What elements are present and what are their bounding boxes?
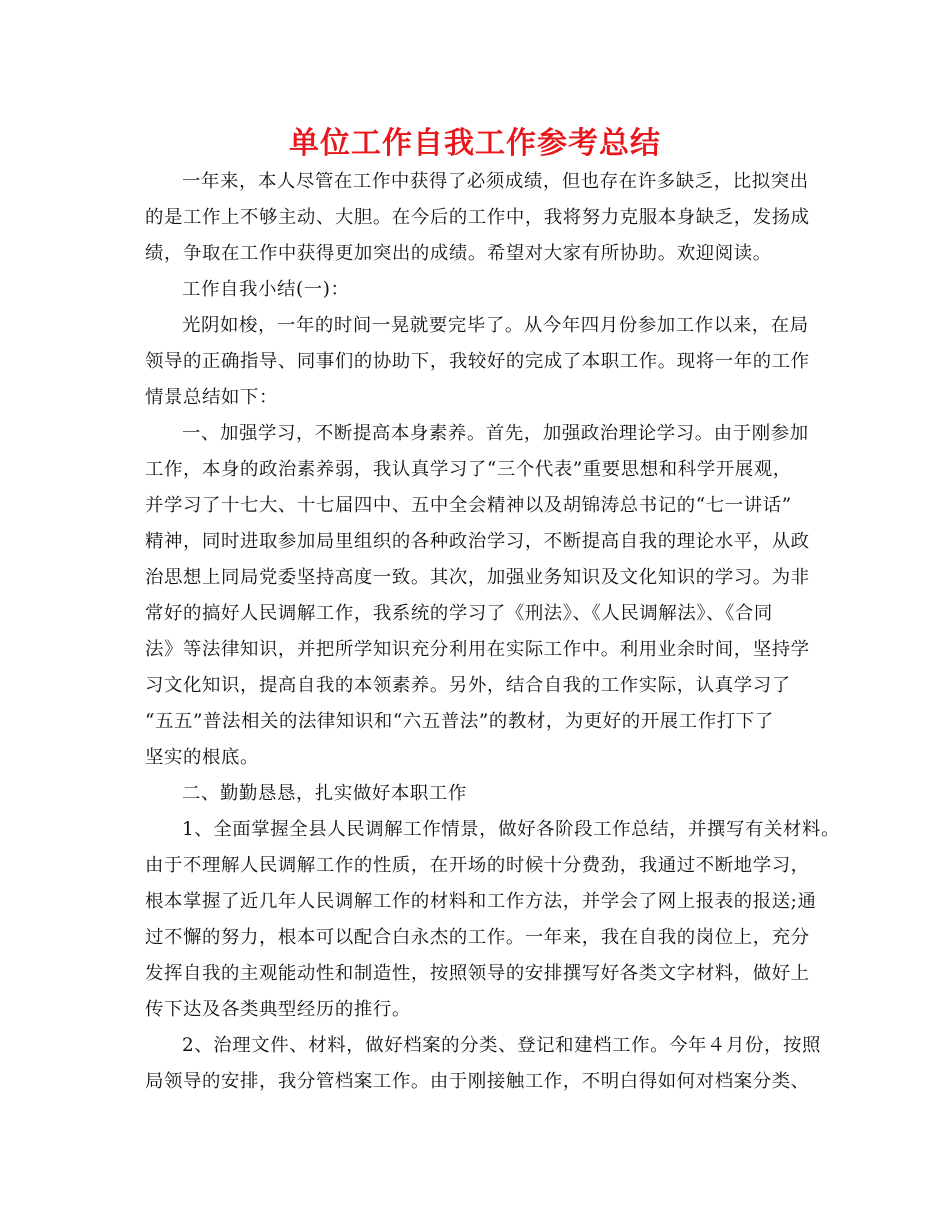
paragraph-line: 精神，同时进取参加局里组织的各种政治学习，不断提高自我的理论水平，从政: [145, 531, 810, 552]
paragraph-line: 根本掌握了近几年人民调解工作的材料和工作方法，并学会了网上报表的报送;通: [145, 891, 817, 912]
section-heading: 二、勤勤恳恳，扎实做好本职工作: [182, 783, 467, 804]
paragraph-line: 情景总结如下：: [145, 387, 278, 408]
paragraph-line: 一年来，本人尽管在工作中获得了必须成绩，但也存在许多缺乏，比拟突出: [182, 171, 809, 192]
paragraph-line: 的是工作上不够主动、大胆。在今后的工作中，我将努力克服本身缺乏，发扬成: [145, 207, 810, 228]
paragraph-line: “五五”普法相关的法律知识和“六五普法”的教材，为更好的开展工作打下了: [145, 711, 774, 732]
section-heading: 工作自我小结(一)：: [182, 279, 350, 300]
paragraph-line: 常好的搞好人民调解工作，我系统的学习了《刑法》、《人民调解法》、《合同: [145, 603, 773, 624]
paragraph-line: 坚实的根底。: [145, 747, 259, 768]
paragraph-line: 发挥自我的主观能动性和制造性，按照领导的安排撰写好各类文字材料，做好上: [145, 963, 810, 984]
paragraph-line: 习文化知识，提高自我的本领素养。另外，结合自我的工作实际，认真学习了: [145, 675, 791, 696]
paragraph-line: 绩，争取在工作中获得更加突出的成绩。希望对大家有所协助。欢迎阅读。: [145, 243, 772, 264]
paragraph-line: 并学习了十七大、十七届四中、五中全会精神以及胡锦涛总书记的“七一讲话”: [145, 495, 792, 516]
paragraph-line: 2、治理文件、材料，做好档案的分类、登记和建档工作。今年４月份，按照: [182, 1035, 821, 1056]
paragraph-line: 治思想上同局党委坚持高度一致。其次，加强业务知识及文化知识的学习。为非: [145, 567, 810, 588]
paragraph-line: 传下达及各类典型经历的推行。: [145, 999, 411, 1020]
paragraph-line: 光阴如梭，一年的时间一晃就要完毕了。从今年四月份参加工作以来，在局: [182, 315, 809, 336]
paragraph-line: 工作，本身的政治素养弱，我认真学习了“三个代表”重要思想和科学开展观，: [145, 459, 792, 480]
paragraph-line: 1、全面掌握全县人民调解工作情景，做好各阶段工作总结，并撰写有关材料。: [182, 819, 840, 840]
document-title: 单位工作自我工作参考总结: [289, 126, 661, 161]
paragraph-line: 过不懈的努力，根本可以配合白永杰的工作。一年来，我在自我的岗位上，充分: [145, 927, 810, 948]
paragraph-line: 由于不理解人民调解工作的性质，在开场的时候十分费劲，我通过不断地学习，: [145, 855, 810, 876]
paragraph-line: 领导的正确指导、同事们的协助下，我较好的完成了本职工作。现将一年的工作: [145, 351, 810, 372]
paragraph-line: 法》等法律知识，并把所学知识充分利用在实际工作中。利用业余时间，坚持学: [145, 639, 810, 660]
paragraph-line: 一、加强学习，不断提高本身素养。首先，加强政治理论学习。由于刚参加: [182, 423, 809, 444]
paragraph-line: 局领导的安排，我分管档案工作。由于刚接触工作，不明白得如何对档案分类、: [145, 1071, 810, 1092]
